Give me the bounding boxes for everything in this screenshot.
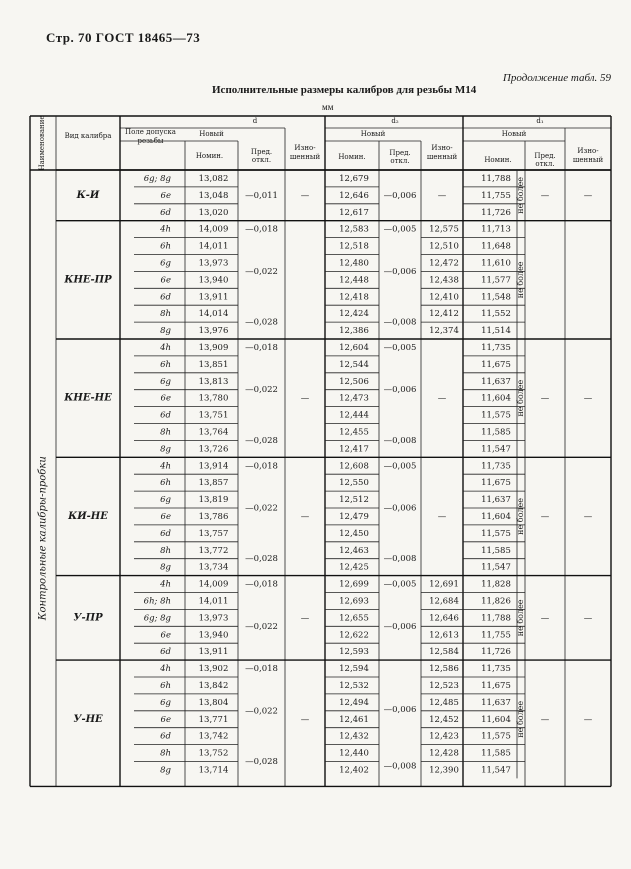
d1-nominal-5-5: 11,585 <box>481 748 511 759</box>
d2-deviation-3-2: —0,008 <box>383 554 417 565</box>
d-nominal-2-6: 13,726 <box>198 444 229 455</box>
tolerance-3-5: 8h <box>160 545 171 556</box>
d-nominal-4-1: 14,011 <box>198 596 229 607</box>
d2-deviation-0-0: —0,006 <box>383 190 417 201</box>
d-deviation-5-2: —0,028 <box>245 757 278 767</box>
d2-nominal-5-4: 12,432 <box>339 731 369 742</box>
header-d-pred-1: Пред. <box>250 148 273 156</box>
d2-nominal-4-2: 12,655 <box>339 613 369 624</box>
tolerance-5-3: 6e <box>160 714 171 725</box>
d2-worn-5-0: 12,586 <box>429 664 459 675</box>
d-deviation-1-1: —0,022 <box>245 266 278 277</box>
tolerance-2-4: 6d <box>160 410 171 421</box>
d2-deviation-3-0: —0,005 <box>383 461 417 472</box>
d2-nominal-5-6: 12,402 <box>339 765 369 776</box>
d1-nominal-1-2: 11,610 <box>481 258 511 269</box>
d2-nominal-3-5: 12,463 <box>339 545 369 556</box>
d-nominal-3-6: 13,734 <box>198 562 229 573</box>
page-header: Стр. 70 ГОСТ 18465—73 <box>46 30 201 45</box>
d2-nominal-4-3: 12,622 <box>339 630 369 641</box>
header-d2-izn-1: Изно- <box>431 144 453 152</box>
header-d1-nomin: Номин. <box>484 156 512 164</box>
d2-nominal-2-0: 12,604 <box>339 342 369 353</box>
d-worn-5: — <box>300 714 310 725</box>
d2-nominal-2-5: 12,455 <box>339 427 369 438</box>
d-nominal-3-1: 13,857 <box>198 478 229 489</box>
tolerance-4-2: 6g; 8g <box>143 613 171 624</box>
header-pole-2: резьбы <box>137 137 164 145</box>
d1-nominal-2-5: 11,585 <box>481 427 511 438</box>
tolerance-1-2: 6g <box>160 258 171 269</box>
d-worn-0: — <box>300 190 310 201</box>
d-nominal-2-5: 13,764 <box>198 427 229 438</box>
d2-nominal-5-3: 12,461 <box>339 714 369 725</box>
continuation-note: Продолжение табл. 59 <box>502 72 611 84</box>
d1-nominal-3-2: 11,637 <box>481 495 511 506</box>
d-nominal-2-2: 13,813 <box>198 376 229 387</box>
d2-nominal-4-4: 12,593 <box>339 647 369 658</box>
not-more-note-1: не более <box>516 261 525 299</box>
d-nominal-5-2: 13,804 <box>198 697 229 708</box>
d1-nominal-1-5: 11,552 <box>481 309 511 320</box>
d2-worn-1-0: 12,575 <box>429 224 459 235</box>
tolerance-5-4: 6d <box>160 731 171 742</box>
d-deviation-3-2: —0,028 <box>245 554 278 565</box>
tolerance-3-2: 6g <box>160 495 171 506</box>
d1-nominal-3-1: 11,675 <box>481 478 511 489</box>
d2-worn-4-1: 12,684 <box>429 596 459 607</box>
header-d2-pred-1: Пред. <box>389 149 411 157</box>
d2-nominal-1-6: 12,386 <box>339 326 369 337</box>
d2-deviation-1-2: —0,008 <box>383 317 417 328</box>
not-more-note-4: не более <box>516 599 525 637</box>
d1-nominal-5-4: 11,575 <box>481 731 511 742</box>
d1-nominal-2-0: 11,735 <box>481 342 511 353</box>
d-nominal-1-2: 13,973 <box>198 258 229 269</box>
d1-nominal-5-6: 11,547 <box>481 765 511 776</box>
d1-nominal-3-5: 11,585 <box>481 545 511 556</box>
d2-deviation-1-0: —0,005 <box>383 224 417 235</box>
d-nominal-3-0: 13,914 <box>198 461 229 472</box>
tolerance-1-3: 6e <box>160 275 171 286</box>
d2-worn-5-4: 12,423 <box>429 731 459 742</box>
tolerance-0-0: 6g; 8g <box>143 173 171 184</box>
d-nominal-5-0: 13,902 <box>198 664 229 675</box>
d2-worn-5-5: 12,428 <box>429 748 459 759</box>
d-deviation-1-2: —0,028 <box>245 317 278 328</box>
d-nominal-2-0: 13,909 <box>198 342 229 353</box>
tolerance-2-1: 6h <box>160 359 171 370</box>
d1-deviation-0: — <box>540 190 550 201</box>
d2-deviation-2-2: —0,008 <box>383 435 417 446</box>
d2-nominal-0-1: 12,646 <box>339 190 369 201</box>
d-nominal-1-4: 13,911 <box>198 292 229 303</box>
d1-nominal-3-6: 11,547 <box>481 562 511 573</box>
header-d1-new: Новый <box>501 130 527 138</box>
d1-nominal-0-2: 11,726 <box>481 207 511 218</box>
d2-worn-1-5: 12,412 <box>429 309 459 320</box>
header-d-new: Новый <box>199 130 224 138</box>
d2-worn-1-3: 12,438 <box>429 275 459 286</box>
d2-worn-4-3: 12,613 <box>429 630 459 641</box>
d2-nominal-4-1: 12,693 <box>339 596 369 607</box>
d2-nominal-5-0: 12,594 <box>339 664 369 675</box>
d2-nominal-1-1: 12,518 <box>339 241 369 252</box>
d-deviation-4-0: —0,018 <box>245 579 278 590</box>
d1-worn-2: — <box>583 393 593 404</box>
d-nominal-0-0: 13,082 <box>198 173 229 184</box>
d1-nominal-5-2: 11,637 <box>481 697 511 708</box>
tolerance-4-4: 6d <box>160 647 171 658</box>
tolerance-0-2: 6d <box>160 207 171 218</box>
d-nominal-4-0: 14,009 <box>198 579 229 590</box>
table-title: Исполнительные размеры калибров для резьбы М14 <box>212 84 477 96</box>
d1-nominal-4-3: 11,755 <box>481 630 511 641</box>
d2-worn-4-2: 12,646 <box>429 613 459 624</box>
d1-nominal-4-0: 11,828 <box>481 579 511 590</box>
tolerance-2-3: 6e <box>160 393 171 404</box>
d-deviation-5-1: —0,022 <box>245 706 278 717</box>
d-worn-3: — <box>300 511 310 522</box>
d2-nominal-3-6: 12,425 <box>339 562 369 573</box>
tolerance-4-3: 6e <box>160 630 171 641</box>
d2-worn-1-4: 12,410 <box>429 292 459 303</box>
d2-worn-dash-0: — <box>437 190 447 201</box>
d2-nominal-3-2: 12,512 <box>339 495 369 506</box>
header-d2: d₂ <box>391 117 399 125</box>
d2-deviation-3-1: —0,006 <box>383 503 417 514</box>
d1-nominal-5-0: 11,735 <box>481 664 511 675</box>
d-deviation-3-0: —0,018 <box>245 461 278 472</box>
tolerance-2-6: 8g <box>160 444 171 455</box>
d1-deviation-3: — <box>540 511 550 522</box>
tolerance-1-1: 6h <box>160 241 171 252</box>
header-d2-izn-2: шенный <box>426 153 458 161</box>
header-d2-new: Новый <box>360 130 386 138</box>
d1-nominal-2-6: 11,547 <box>481 444 511 455</box>
d-nominal-3-4: 13,757 <box>198 528 229 539</box>
d1-nominal-2-1: 11,675 <box>481 359 511 370</box>
d-nominal-5-5: 13,752 <box>198 748 229 759</box>
d2-nominal-5-5: 12,440 <box>339 748 369 759</box>
d1-nominal-5-3: 11,604 <box>481 714 511 725</box>
d-nominal-5-4: 13,742 <box>198 731 229 742</box>
d-deviation-3-1: —0,022 <box>245 503 278 514</box>
d2-deviation-5-0: —0,006 <box>383 704 417 715</box>
d1-nominal-0-0: 11,788 <box>481 173 511 184</box>
d1-deviation-4: — <box>540 613 550 624</box>
d1-nominal-0-1: 11,755 <box>481 190 511 201</box>
d2-nominal-1-0: 12,583 <box>339 224 369 235</box>
tolerance-3-6: 8g <box>160 562 171 573</box>
d1-nominal-4-4: 11,726 <box>481 647 511 658</box>
d2-nominal-2-3: 12,473 <box>339 393 369 404</box>
d-nominal-4-3: 13,940 <box>198 630 229 641</box>
d1-nominal-5-1: 11,675 <box>481 680 511 691</box>
d-deviation-4-1: —0,022 <box>245 621 278 632</box>
d1-nominal-2-4: 11,575 <box>481 410 511 421</box>
d-nominal-1-1: 14,011 <box>198 241 229 252</box>
d2-nominal-2-4: 12,444 <box>339 410 369 421</box>
header-d1: d₁ <box>536 117 544 125</box>
header-naim: Наименование <box>38 115 46 171</box>
d2-nominal-3-4: 12,450 <box>339 528 369 539</box>
not-more-note-3: не более <box>516 498 525 535</box>
header-d: d <box>252 117 258 125</box>
tolerance-2-2: 6g <box>160 376 171 387</box>
unit-label: мм <box>322 102 334 112</box>
d-deviation-2-0: —0,018 <box>245 342 278 353</box>
header-d-pred-2: откл. <box>251 156 272 164</box>
header-d2-nomin: Номин. <box>338 153 366 161</box>
tolerance-4-1: 6h; 8h <box>143 596 171 607</box>
d-nominal-3-3: 13,786 <box>198 511 229 522</box>
d2-deviation-2-1: —0,006 <box>383 385 417 396</box>
d-nominal-2-3: 13,780 <box>198 393 229 404</box>
tolerance-5-5: 8h <box>160 748 171 759</box>
category-label: Контрольные калибры-пробки <box>37 456 49 621</box>
d2-worn-1-6: 12,374 <box>429 326 459 337</box>
d2-deviation-4-1: —0,006 <box>383 621 417 632</box>
d-nominal-0-2: 13,020 <box>198 207 229 218</box>
d1-nominal-4-1: 11,826 <box>481 596 511 607</box>
group-name-1: КНЕ-ПР <box>64 274 112 286</box>
tolerance-1-0: 4h <box>160 224 171 235</box>
not-more-note-5: не более <box>516 700 525 738</box>
d2-nominal-0-2: 12,617 <box>339 207 369 218</box>
d2-nominal-1-5: 12,424 <box>339 309 369 320</box>
tolerance-0-1: 6e <box>160 190 171 201</box>
d2-nominal-1-2: 12,480 <box>339 258 369 269</box>
d2-nominal-3-0: 12,608 <box>339 461 369 472</box>
d2-nominal-5-1: 12,532 <box>339 680 369 691</box>
d1-nominal-3-0: 11,735 <box>481 461 511 472</box>
d2-worn-1-1: 12,510 <box>429 241 459 252</box>
d1-worn-0: — <box>583 190 593 201</box>
group-name-5: У-НЕ <box>73 713 103 725</box>
d1-deviation-2: — <box>540 393 550 404</box>
header-d1-izn-1: Изно- <box>577 147 599 155</box>
d-nominal-4-2: 13,973 <box>198 613 229 624</box>
d2-nominal-2-6: 12,417 <box>339 444 369 455</box>
d-nominal-5-3: 13,771 <box>198 714 229 725</box>
tolerance-5-0: 4h <box>160 664 171 675</box>
d-deviation-2-1: —0,022 <box>245 385 278 396</box>
d2-deviation-2-0: —0,005 <box>383 342 417 353</box>
group-name-0: К-И <box>76 189 100 201</box>
d2-nominal-1-3: 12,448 <box>339 275 369 286</box>
d2-worn-4-4: 12,584 <box>429 647 459 658</box>
d2-deviation-5-1: —0,008 <box>383 761 417 772</box>
d1-nominal-2-3: 11,604 <box>481 393 511 404</box>
d1-worn-4: — <box>583 613 593 624</box>
d1-nominal-2-2: 11,637 <box>481 376 511 387</box>
group-name-4: У-ПР <box>73 612 103 624</box>
header-d1-pred-2: откл. <box>535 160 555 168</box>
tolerance-3-3: 6e <box>160 511 171 522</box>
d2-nominal-2-2: 12,506 <box>339 376 369 387</box>
header-d1-pred-1: Пред. <box>534 152 556 160</box>
d-deviation-1-0: —0,018 <box>245 224 278 235</box>
d2-deviation-4-0: —0,005 <box>383 579 417 590</box>
d2-nominal-0-0: 12,679 <box>339 173 369 184</box>
d1-nominal-1-1: 11,648 <box>481 241 511 252</box>
d-nominal-1-6: 13,976 <box>198 326 229 337</box>
d2-worn-4-0: 12,691 <box>429 579 459 590</box>
d1-nominal-1-4: 11,548 <box>481 292 511 303</box>
header-d-izn-1: Изно- <box>294 144 316 152</box>
d-nominal-2-4: 13,751 <box>198 410 229 421</box>
d1-nominal-1-6: 11,514 <box>481 326 511 337</box>
tolerance-3-0: 4h <box>160 461 171 472</box>
d-nominal-4-4: 13,911 <box>198 647 229 658</box>
header-pole-1: Поле допуска <box>125 128 176 136</box>
d-nominal-3-5: 13,772 <box>198 545 229 556</box>
d2-nominal-1-4: 12,418 <box>339 292 369 303</box>
not-more-note-2: не более <box>516 379 525 417</box>
d1-deviation-5: — <box>540 714 550 725</box>
d-nominal-3-2: 13,819 <box>198 495 229 506</box>
tolerance-1-6: 8g <box>160 326 171 337</box>
header-d1-izn-2: шенный <box>572 156 604 164</box>
header-d-izn-2: шенный <box>289 153 321 161</box>
header-d-nomin: Номин. <box>195 152 224 160</box>
d-deviation-0-0: —0,011 <box>245 190 278 201</box>
header-vid: Вид калибра <box>64 132 112 140</box>
tolerance-1-4: 6d <box>160 292 171 303</box>
d2-deviation-1-1: —0,006 <box>383 266 417 277</box>
tolerance-5-2: 6g <box>160 697 171 708</box>
d-nominal-1-5: 14,014 <box>198 309 229 320</box>
d1-worn-5: — <box>583 714 593 725</box>
d2-worn-5-1: 12,523 <box>429 680 459 691</box>
d-nominal-5-6: 13,714 <box>198 765 229 776</box>
tolerance-2-0: 4h <box>160 342 171 353</box>
tolerance-1-5: 8h <box>160 309 171 320</box>
d-nominal-1-0: 14,009 <box>198 224 229 235</box>
d1-nominal-1-0: 11,713 <box>481 224 511 235</box>
d-nominal-0-1: 13,048 <box>198 190 229 201</box>
group-name-3: КИ-НЕ <box>68 510 108 522</box>
d2-worn-5-2: 12,485 <box>429 697 459 708</box>
d-nominal-5-1: 13,842 <box>198 680 229 691</box>
tolerance-4-0: 4h <box>160 579 171 590</box>
d1-nominal-4-2: 11,788 <box>481 613 511 624</box>
tolerance-3-1: 6h <box>160 478 171 489</box>
d1-nominal-3-4: 11,575 <box>481 528 511 539</box>
d-deviation-2-2: —0,028 <box>245 435 278 446</box>
d2-nominal-4-0: 12,699 <box>339 579 369 590</box>
d2-worn-5-3: 12,452 <box>429 714 459 725</box>
d1-nominal-1-3: 11,577 <box>481 275 511 286</box>
tolerance-3-4: 6d <box>160 528 171 539</box>
d2-worn-dash-3: — <box>437 511 447 522</box>
d2-nominal-2-1: 12,544 <box>339 359 369 370</box>
group-name-2: КНЕ-НЕ <box>64 392 112 404</box>
d-worn-4: — <box>300 613 310 624</box>
d2-nominal-3-1: 12,550 <box>339 478 369 489</box>
d-nominal-1-3: 13,940 <box>198 275 229 286</box>
d1-worn-3: — <box>583 511 593 522</box>
d2-worn-1-2: 12,472 <box>429 258 459 269</box>
tolerance-5-1: 6h <box>160 680 171 691</box>
d1-nominal-3-3: 11,604 <box>481 511 511 522</box>
d-nominal-2-1: 13,851 <box>198 359 229 370</box>
d-worn-2: — <box>300 393 310 404</box>
header-d2-pred-2: откл. <box>390 157 410 165</box>
d2-nominal-3-3: 12,479 <box>339 511 369 522</box>
d2-nominal-5-2: 12,494 <box>339 697 369 708</box>
d2-worn-5-6: 12,390 <box>429 765 459 776</box>
tolerance-2-5: 8h <box>160 427 171 438</box>
not-more-note-0: не более <box>516 176 525 214</box>
tolerance-5-6: 8g <box>160 765 171 776</box>
d2-worn-dash-2: — <box>437 393 447 404</box>
d-deviation-5-0: —0,018 <box>245 664 278 675</box>
